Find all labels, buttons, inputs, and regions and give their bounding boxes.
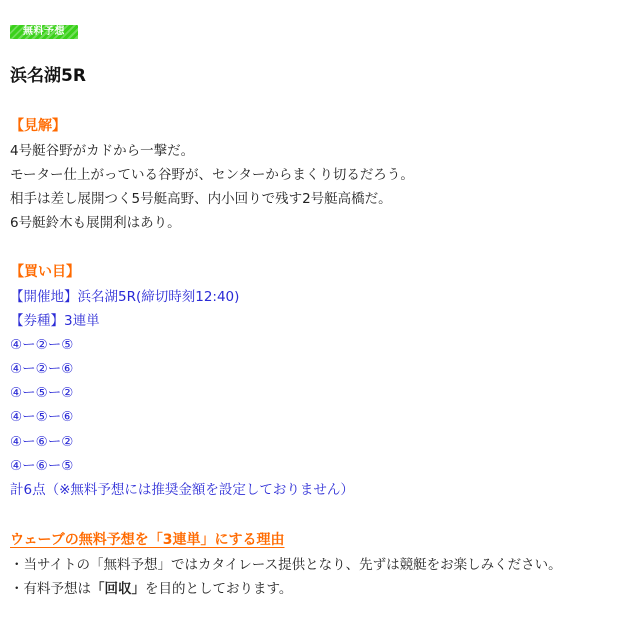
reason-line-2-suffix: を目的としております。 — [145, 581, 293, 597]
analysis-heading: 【見解】 — [10, 118, 66, 134]
reason-line-2 — [10, 579, 292, 599]
free-prediction-badge: 無料予想 — [10, 25, 78, 39]
combo-item: ④ー⑥ー② — [10, 434, 74, 450]
venue-line: 【開催地】浜名湖5R(締切時刻12:40) — [10, 289, 240, 305]
combo-item: ④ー⑤ー⑥ — [10, 409, 74, 425]
ticket-type-line: 【券種】3連単 — [10, 313, 100, 329]
race-title: 浜名湖5R — [10, 66, 86, 86]
reason-heading-link[interactable]: ウェーブの無料予想を「3連単」にする理由 — [10, 532, 285, 548]
analysis-line: モーター仕上がっている谷野が、センターからまくり切るだろう。 — [10, 167, 414, 183]
combo-item: ④ー②ー⑥ — [10, 361, 74, 377]
analysis-line: 4号艇谷野がカドから一撃だ。 — [10, 143, 195, 159]
reason-line-2-prefix: ・有料予想は — [10, 581, 91, 597]
combo-item: ④ー②ー⑤ — [10, 337, 74, 353]
reason-line-2-bold: 「回収」 — [91, 581, 145, 597]
reason-line-1: ・当サイトの「無料予想」ではカタイレース提供となり、先ずは競艇をお楽しみください。 — [10, 557, 562, 573]
combo-item: ④ー⑤ー② — [10, 385, 74, 401]
combo-item: ④ー⑥ー⑤ — [10, 458, 74, 474]
analysis-line: 相手は差し展開つく5号艇高野、内小回りで残す2号艇高橋だ。 — [10, 191, 392, 207]
analysis-line: 6号艇鈴木も展開利はあり。 — [10, 215, 181, 231]
total-line: 計6点（※無料予想には推奨金額を設定しておりません） — [10, 482, 354, 498]
picks-heading: 【買い目】 — [10, 264, 80, 280]
